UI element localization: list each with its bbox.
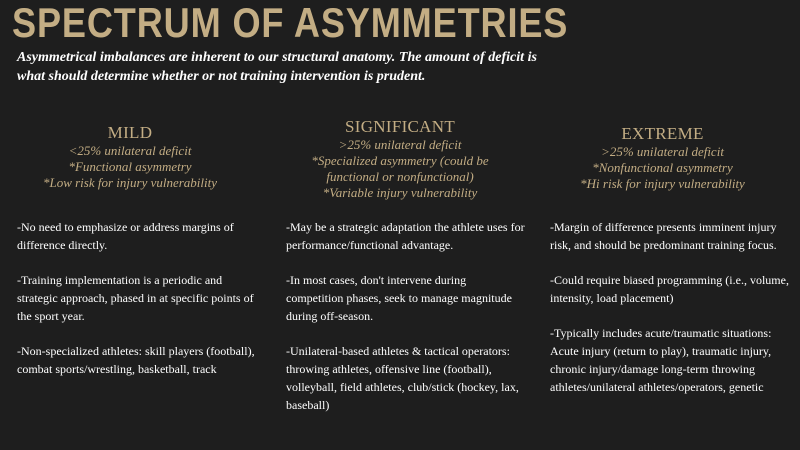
extreme-point: -Typically includes acute/traumatic situations: Acute injury (return to play), traumatic injury, chronic injury/damage long-term throwing athletes/unilateral athletes/operators, genetic <box>550 326 772 394</box>
mild-category-label: MILD <box>107 123 153 142</box>
significant-category-label: SIGNIFICANT <box>344 117 456 136</box>
extreme-category-label: EXTREME <box>621 124 704 143</box>
significant-criterion: *Variable injury vulnerability <box>322 185 478 200</box>
significant-point: -In most cases, don't intervene during competition phases, seek to manage magnitude during off-season. <box>286 273 512 323</box>
significant-point: -Unilateral-based athletes & tactical operators: throwing athletes, offensive line (football), volleyball, field athletes, club/stick (hockey, lax, baseball) <box>286 344 519 412</box>
extreme-column <box>550 218 790 413</box>
extreme-heading <box>555 124 770 192</box>
significant-criterion: *Specialized asymmetry (could be <box>311 153 489 168</box>
extreme-point: -Margin of difference presents imminent injury risk, and should be predominant training focus. <box>550 220 777 252</box>
mild-point: -No need to emphasize or address margins of difference directly. <box>17 220 234 252</box>
mild-criterion: *Functional asymmetry <box>68 159 192 174</box>
significant-heading <box>280 117 520 201</box>
mild-column <box>17 218 262 395</box>
extreme-criterion: *Nonfunctional asymmetry <box>592 160 733 175</box>
significant-criterion: functional or nonfunctional) <box>326 169 474 184</box>
mild-point: -Training implementation is a periodic and strategic approach, phased in at specific points of the sport year. <box>17 273 254 323</box>
significant-criterion: >25% unilateral deficit <box>338 137 462 152</box>
slide-title: SPECTRUM OF ASYMMETRIES <box>12 0 569 46</box>
mild-criterion: <25% unilateral deficit <box>68 143 192 158</box>
mild-criterion: *Low risk for injury vulnerability <box>42 175 218 190</box>
mild-heading <box>20 123 240 191</box>
significant-point: -May be a strategic adaptation the athlete uses for performance/functional advantage. <box>286 220 525 252</box>
extreme-criterion: >25% unilateral deficit <box>601 144 724 159</box>
extreme-criterion: *Hi risk for injury vulnerability <box>580 176 745 191</box>
mild-point: -Non-specialized athletes: skill players (football), combat sports/wrestling, basketball, track <box>17 344 255 376</box>
significant-column <box>286 218 526 431</box>
intro-statement: Asymmetrical imbalances are inherent to our structural anatomy. The amount of deficit is what should determine whether or not training intervention is prudent. <box>17 50 537 84</box>
extreme-point: -Could require biased programming (i.e., volume, intensity, load placement) <box>550 273 789 305</box>
